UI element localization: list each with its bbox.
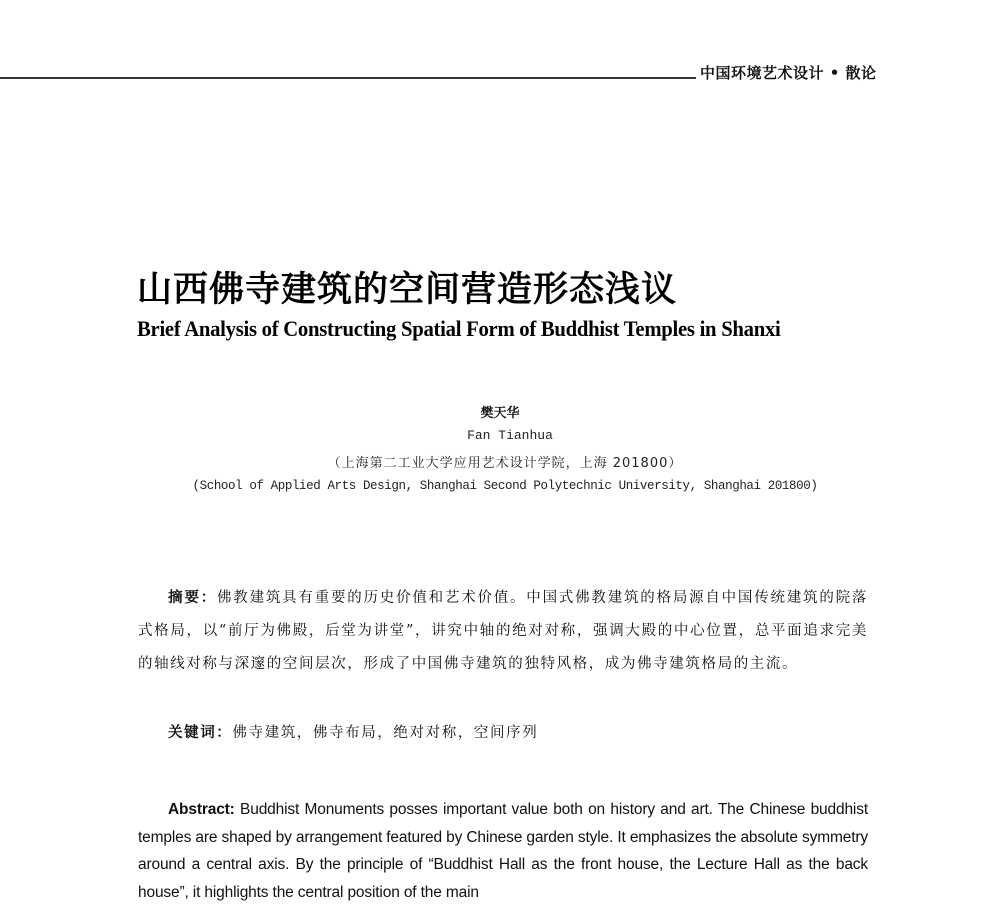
- article-title-english: Brief Analysis of Constructing Spatial Form of Buddhist Temples in Shanxi: [137, 316, 781, 341]
- keywords-label: 关键词：: [168, 725, 233, 741]
- article-title-chinese: 山西佛寺建筑的空间营造形态浅议: [137, 269, 678, 310]
- affiliation-chinese: （上海第二工业大学应用艺术设计学院，上海 201800）: [327, 456, 683, 471]
- author-name-chinese: 樊天华: [480, 406, 520, 421]
- abstract-chinese: [138, 582, 868, 681]
- abstract-chinese-label: 摘要：: [168, 590, 218, 606]
- author-name-english: Fan Tianhua: [467, 428, 553, 443]
- keywords-chinese: [168, 721, 538, 742]
- journal-section-header: 中国环境艺术设计 • 散论: [700, 64, 877, 82]
- keywords-text: 佛寺建筑，佛寺布局，绝对对称，空间序列: [232, 725, 539, 741]
- abstract-english-text: Buddhist Monuments posses important value both on history and art. The Chinese buddhist temples are shaped by arrangement featured by Chinese garden style. It emphasizes the absolute symmetry around a central axis. By the principle of “Buddhist Hall as the front house, the Lecture Hall as the back house”, it highlights the central position of the main: [138, 801, 868, 901]
- abstract-english: [138, 796, 868, 906]
- abstract-english-label: Abstract:: [168, 801, 235, 818]
- header-rule: [0, 77, 696, 79]
- abstract-chinese-text: 佛教建筑具有重要的历史价值和艺术价值。中国式佛教建筑的格局源自中国传统建筑的院落式格局，以“前厅为佛殿，后堂为讲堂”，讲究中轴的绝对对称，强调大殿的中心位置，总平面追求完美的轴线对称与深邃的空间层次，形成了中国佛寺建筑的独特风格，成为佛寺建筑格局的主流。: [138, 590, 868, 672]
- affiliation-english: (School of Applied Arts Design, Shanghai Second Polytechnic University, Shanghai 201800): [192, 479, 818, 493]
